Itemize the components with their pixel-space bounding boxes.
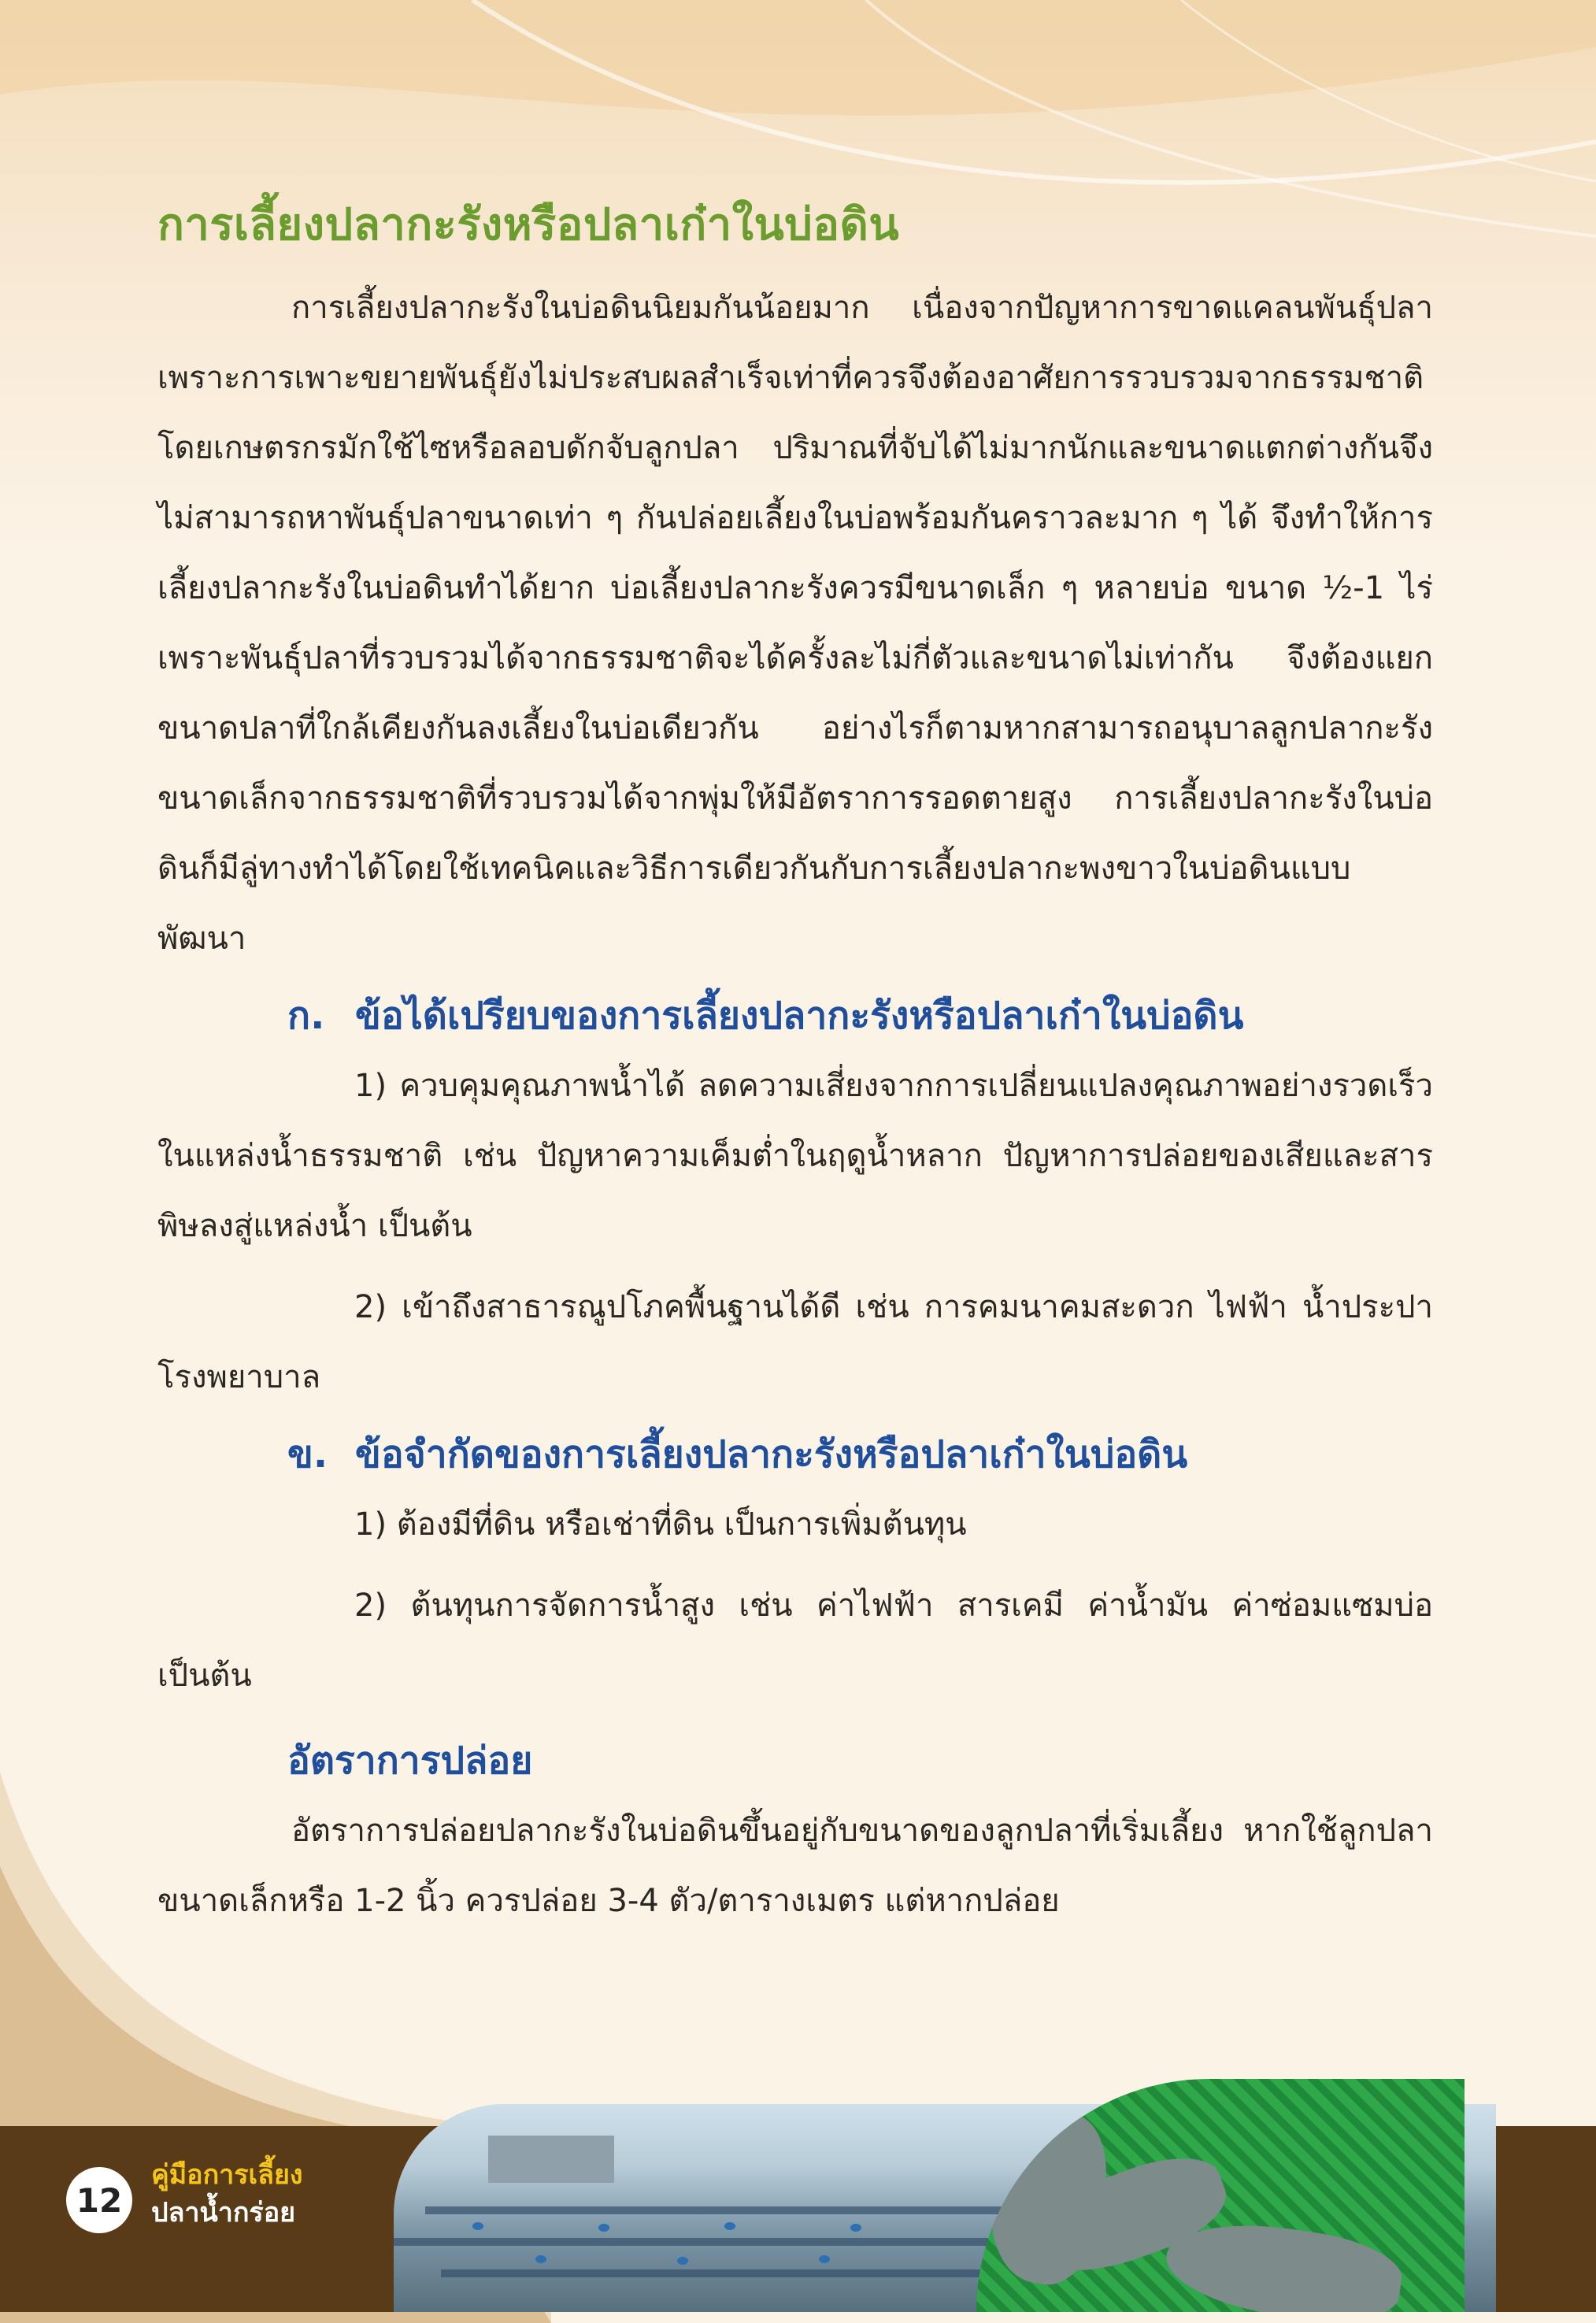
page-title: การเลี้ยงปลากะรังหรือปลาเก๋าในบ่อดิน xyxy=(157,199,900,250)
advantages-heading-text: ข้อได้เปรียบของการเลี้ยงปลากะรังหรือปลาเก๋าในบ่อดิน xyxy=(355,993,1244,1038)
main-content xyxy=(157,197,1433,1936)
advantage-item-1: 1) ควบคุมคุณภาพน้ำได้ ลดความเสี่ยงจากการเปลี่ยนแปลงคุณภาพอย่างรวดเร็วในแหล่งน้ำธรรมชาติ เช่น ปัญหาความเค็มต่ำในฤดูน้ำหลาก ปัญหาการปล่อยของเสียและสารพิษลงสู่แหล่งน้ำ เป็นต้น xyxy=(157,1067,1433,1244)
book-title-line2: ปลาน้ำกร่อย xyxy=(151,2197,296,2229)
float-marker xyxy=(850,2224,861,2232)
book-title-line1: คู่มือการเลี้ยง xyxy=(151,2159,303,2191)
float-marker xyxy=(598,2224,609,2232)
limitations-heading-text: ข้อจำกัดของการเลี้ยงปลากะรังหรือปลาเก๋าในบ่อดิน xyxy=(355,1432,1188,1476)
cage-row xyxy=(425,2206,1024,2214)
float-marker xyxy=(535,2255,546,2263)
float-marker xyxy=(819,2255,830,2263)
limitation-item-2: 2) ต้นทุนการจัดการน้ำสูง เช่น ค่าไฟฟ้า สารเคมี ค่าน้ำมัน ค่าซ่อมแซมบ่อ เป็นต้น xyxy=(157,1587,1433,1694)
cage-row xyxy=(441,2269,1055,2277)
float-marker xyxy=(472,2222,483,2230)
intro-paragraph: การเลี้ยงปลากะรังในบ่อดินนิยมกันน้อยมาก เนื่องจากปัญหาการขาดแคลนพันธุ์ปลา เพราะการเพาะขยายพันธุ์ยังไม่ประสบผลสำเร็จเท่าที่ควรจึงต้องอาศัยการรวบรวมจากธรรมชาติ โดยเกษตรกรมักใช้ไซหรือลอบดักจับลูกปลา ปริมาณที่จับได้ไม่มากนักและขนาดแตกต่างกันจึงไม่สามารถหาพันธุ์ปลาขนาดเท่า ๆ กันปล่อยเลี้ยงในบ่อพร้อมกันคราวละมาก ๆ ได้ จึงทำให้การเลี้ยงปลากะรังในบ่อดินทำได้ยาก บ่อเลี้ยงปลากะรังควรมีขนาดเล็ก ๆ หลายบ่อ ขนาด ½-1 ไร่ เพราะพันธุ์ปลาที่รวบรวมได้จากธรรมชาติจะได้ครั้งละไม่กี่ตัวและขนาดไม่เท่ากัน จึงต้องแยกขนาดปลาที่ใกล้เคียงกันลงเลี้ยงในบ่อเดียวกัน อย่างไรก็ตามหากสามารถอนุบาลลูกปลากะรังขนาดเล็กจากธรรมชาติที่รวบรวมได้จากพุ่มให้มีอัตราการรอดตายสูง การเลี้ยงปลากะรังในบ่อดินก็มีลู่ทางทำได้โดยใช้เทคนิคและวิธีการเดียวกันกับการเลี้ยงปลากะพงขาวในบ่อดินแบบพัฒนา xyxy=(157,289,1433,957)
hut-shape xyxy=(488,2136,614,2183)
advantages-prefix: ก. xyxy=(287,993,325,1038)
limitations-heading xyxy=(157,1419,1433,1490)
advantage-item-2: 2) เข้าถึงสาธารณูปโภคพื้นฐานได้ดี เช่น การคมนาคมสะดวก ไฟฟ้า น้ำประปา โรงพยาบาล xyxy=(157,1288,1433,1395)
page-number: 12 xyxy=(66,2167,132,2233)
cage-row xyxy=(394,2238,1039,2246)
float-marker xyxy=(677,2257,688,2265)
fish-basket-photo xyxy=(976,2079,1465,2312)
float-marker xyxy=(724,2222,735,2230)
advantages-heading xyxy=(157,980,1433,1051)
limitations-prefix: ข. xyxy=(287,1432,328,1476)
stocking-paragraph: อัตราการปล่อยปลากะรังในบ่อดินขึ้นอยู่กับขนาดของลูกปลาที่เริ่มเลี้ยง หากใช้ลูกปลาขนาดเล็กหรือ 1-2 นิ้ว ควรปล่อย 3-4 ตัว/ตารางเมตร แต่หากปล่อย xyxy=(157,1812,1433,1919)
limitation-item-1: 1) ต้องมีที่ดิน หรือเช่าที่ดิน เป็นการเพิ่มต้นทุน xyxy=(354,1506,967,1543)
stocking-heading: อัตราการปล่อย xyxy=(287,1738,533,1783)
